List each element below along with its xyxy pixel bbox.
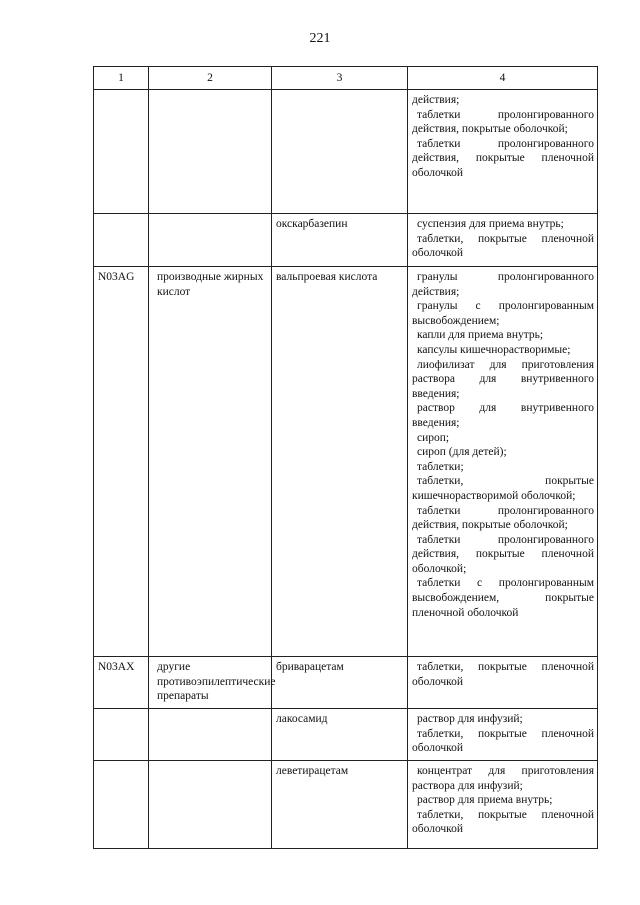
dosage-form-item: таблетки; bbox=[417, 460, 464, 473]
dosage-form-item: таблетки, покрытые пленочной оболочкой bbox=[412, 661, 594, 688]
dosage-form-item: таблетки, покрытые кишечнорастворимой оболочкой; bbox=[412, 475, 594, 502]
dosage-form-item: сироп; bbox=[417, 431, 450, 444]
dosage-form-item: таблетки с пролонгированным высвобождением, покрытые пленочной оболочкой bbox=[412, 577, 594, 619]
code-cell bbox=[94, 657, 149, 709]
dosage-forms-cell bbox=[408, 657, 598, 709]
group-cell bbox=[149, 709, 272, 761]
substance-text: лакосамид bbox=[276, 713, 328, 725]
group-cell bbox=[149, 267, 272, 657]
code-cell bbox=[94, 267, 149, 657]
group-cell bbox=[149, 657, 276, 709]
table-row bbox=[94, 657, 598, 709]
code-cell bbox=[94, 709, 149, 761]
group-text: другие противоэпилептические препараты bbox=[157, 661, 276, 703]
dosage-form-item: капсулы кишечнорастворимые; bbox=[417, 343, 571, 356]
substance-cell bbox=[272, 267, 408, 657]
dosage-form-item: таблетки пролонгированного действия, покрытые пленочной оболочкой bbox=[412, 137, 594, 179]
dosage-form-item: раствор для внутривенного введения; bbox=[412, 402, 594, 429]
dosage-form-item: таблетки пролонгированного действия, покрытые оболочкой; bbox=[412, 108, 594, 136]
dosage-form-item: раствор для инфузий; bbox=[417, 713, 523, 725]
code-cell bbox=[94, 214, 149, 267]
table-body bbox=[94, 90, 598, 849]
code-text: N03AG bbox=[98, 271, 135, 283]
header-col-2: 2 bbox=[149, 67, 272, 90]
substance-cell bbox=[272, 657, 408, 709]
code-text bbox=[94, 214, 148, 219]
dosage-forms-cell bbox=[408, 761, 598, 849]
dosage-form-item: гранулы пролонгированного действия; bbox=[412, 271, 594, 298]
group-text bbox=[149, 90, 271, 95]
dosage-form-item: раствор для приема внутрь; bbox=[417, 794, 553, 807]
header-row bbox=[94, 67, 598, 90]
code-text bbox=[94, 761, 148, 766]
code-text bbox=[94, 90, 148, 95]
dosage-form-item: гранулы с пролонгированным высвобождением; bbox=[412, 300, 594, 327]
substance-text: леветирацетам bbox=[276, 765, 349, 777]
dosage-form-item: таблетки пролонгированного действия, покрытые пленочной оболочкой; bbox=[412, 533, 594, 575]
code-cell bbox=[94, 90, 149, 214]
header-col-3: 3 bbox=[272, 67, 408, 90]
group-cell bbox=[149, 90, 272, 214]
table-row bbox=[94, 267, 598, 657]
group-text bbox=[149, 709, 271, 714]
dosage-form-item: действия; bbox=[412, 94, 460, 106]
group-cell bbox=[149, 761, 272, 849]
group-text bbox=[149, 761, 271, 766]
code-text: N03AX bbox=[98, 661, 135, 673]
dosage-forms-cell bbox=[408, 267, 598, 657]
dosage-forms-cell bbox=[408, 214, 598, 267]
code-cell bbox=[94, 761, 149, 849]
substance-text: вальпроевая кислота bbox=[276, 271, 378, 283]
substance-text: окскарбазепин bbox=[276, 218, 348, 230]
dosage-form-item: сироп (для детей); bbox=[417, 446, 507, 459]
table-row bbox=[94, 761, 598, 849]
group-text bbox=[149, 214, 271, 219]
header-col-4: 4 bbox=[408, 67, 598, 90]
dosage-form-item: таблетки, покрытые пленочной оболочкой bbox=[412, 232, 594, 260]
dosage-form-item: таблетки, покрытые пленочной оболочкой bbox=[412, 808, 594, 836]
substance-text: бриварацетам bbox=[276, 661, 344, 673]
dosage-forms-cell bbox=[408, 90, 598, 214]
header-col-1: 1 bbox=[94, 67, 149, 90]
code-text bbox=[94, 709, 148, 714]
dosage-form-item: суспензия для приема внутрь; bbox=[417, 218, 564, 230]
dosage-forms-cell bbox=[408, 709, 598, 761]
table-row bbox=[94, 90, 598, 214]
substance-cell bbox=[272, 761, 408, 849]
table-row bbox=[94, 709, 598, 761]
drug-table bbox=[93, 66, 598, 849]
substance-cell bbox=[272, 709, 408, 761]
dosage-form-item: лиофилизат для приготовления раствора для внутривенного введения; bbox=[412, 358, 594, 400]
table-row bbox=[94, 214, 598, 267]
group-cell bbox=[149, 214, 272, 267]
substance-text bbox=[272, 90, 407, 95]
dosage-form-item: таблетки, покрытые пленочной оболочкой bbox=[412, 727, 594, 755]
dosage-form-item: таблетки пролонгированного действия, покрытые оболочкой; bbox=[412, 504, 594, 532]
dosage-form-item: капли для приема внутрь; bbox=[417, 329, 544, 342]
dosage-form-item: концентрат для приготовления раствора для инфузий; bbox=[412, 765, 594, 792]
substance-cell bbox=[272, 214, 408, 267]
page-number: 221 bbox=[309, 31, 331, 46]
group-text: производные жирных кислот bbox=[157, 271, 264, 298]
substance-cell bbox=[272, 90, 408, 214]
